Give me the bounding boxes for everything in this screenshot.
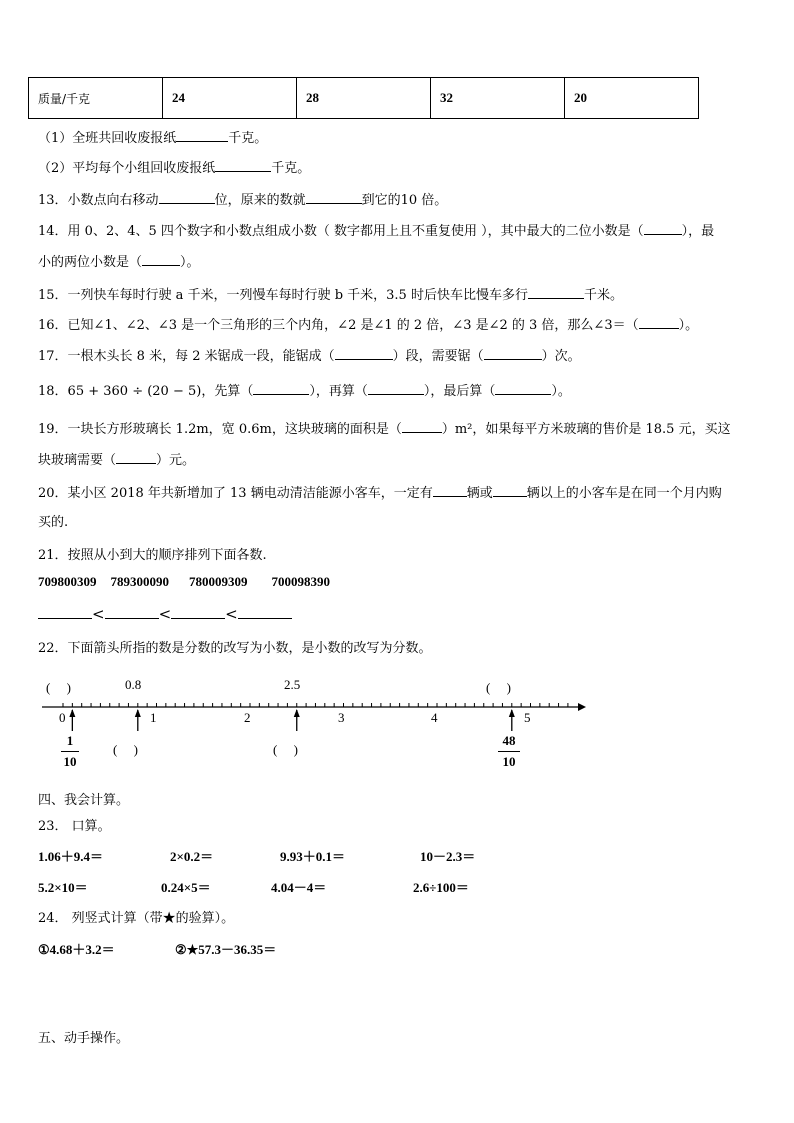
question-number: 18． [38, 384, 68, 399]
calc-item: 2×0.2＝ [170, 849, 214, 864]
math-expression: 65 + 360 ÷ (20 − 5) [67, 384, 202, 399]
fraction-numerator: 48 [502, 733, 516, 748]
question-15 [38, 284, 623, 303]
answer-blank[interactable] [142, 253, 180, 266]
value-label: 0.8 [125, 677, 142, 692]
fraction-bar [61, 751, 79, 752]
question-text: 到它的10 倍。 [361, 193, 448, 208]
question-text: ），再算（ [309, 384, 368, 399]
question-number: 19． [38, 422, 68, 437]
question-text: 用 0、2、4、5 四个数字和小数点组成小数（ 数字都用上且不重复使用 ），其中最大的二位小数是（ [67, 224, 644, 239]
weight-table [28, 77, 699, 119]
fraction-numerator: 1 [66, 733, 74, 748]
section-heading: 五、动手操作。 [38, 1031, 130, 1046]
question-21 [38, 544, 267, 563]
question-14 [38, 220, 714, 239]
fraction-denominator: 10 [63, 754, 77, 769]
q12-sub2 [38, 157, 310, 176]
question-20-line2: 买的. [38, 515, 69, 530]
question-text: ），最后算（ [423, 384, 496, 399]
question-text: ）。 [678, 318, 699, 333]
blank-label[interactable]: ( ) [273, 742, 298, 757]
question-number: 21． [38, 548, 68, 563]
fraction-label [498, 733, 520, 770]
question-text: ，先算（ [201, 384, 254, 399]
axis-arrowhead [578, 703, 586, 711]
table-cell: 28 [297, 78, 431, 119]
number-item: 709800309 [38, 574, 97, 589]
less-than-sign: < [158, 605, 172, 623]
fraction-denominator: 10 [502, 754, 516, 769]
answer-blank[interactable] [528, 286, 584, 299]
answer-blank[interactable] [368, 382, 424, 395]
number-item: 700098390 [271, 574, 330, 589]
calc-item: ②★57.3－36.35＝ [175, 942, 277, 957]
calc-item: 5.2×10＝ [38, 880, 88, 895]
answer-blank[interactable] [433, 484, 467, 497]
answer-blank[interactable] [159, 191, 215, 204]
blank-label[interactable]: ( ) [113, 742, 138, 757]
calc-item: 0.24×5＝ [161, 880, 211, 895]
question-text: 一根木头长 8 米，每 2 米锯成一段，能锯成（ [67, 349, 335, 364]
question-19-line2 [38, 449, 195, 468]
answer-blank[interactable] [171, 606, 225, 619]
less-than-sign: < [225, 605, 238, 623]
question-text: 按照从小到大的顺序排列下面各数. [67, 548, 267, 563]
question-number: 14． [38, 224, 68, 239]
question-text: 下面箭头所指的数是分数的改写为小数，是小数的改写为分数。 [67, 641, 432, 656]
q12-sub1-text: （1）全班共回收废报纸 [38, 131, 177, 146]
question-14-line2 [38, 251, 200, 270]
pointer-arrow [294, 709, 300, 731]
calc-item: 1.06＋9.4＝ [38, 849, 104, 864]
section-heading: 四、我会计算。 [38, 793, 130, 808]
question-22 [38, 637, 432, 656]
question-number: 13． [38, 193, 68, 208]
answer-blank[interactable] [253, 382, 309, 395]
blank-label[interactable]: ( ) [486, 680, 511, 695]
fraction-label [61, 733, 79, 770]
table-cell: 24 [163, 78, 297, 119]
answer-blank[interactable] [493, 484, 527, 497]
question-text: 一列快车每时行驶 a 千米，一列慢车每时行驶 b 千米，3.5 时后快车比慢车多行 [67, 288, 528, 303]
axis-label: 4 [431, 710, 438, 725]
question-18 [38, 380, 571, 399]
question-17 [38, 345, 581, 364]
question-16 [38, 314, 698, 333]
axis-label: 0 [59, 710, 66, 725]
table-header-cell: 质量/千克 [29, 78, 163, 119]
value-label: 2.5 [284, 677, 301, 692]
q12-sub1-unit: 千克。 [228, 131, 268, 146]
axis-label: 5 [524, 710, 531, 725]
question-text: 某小区 2018 年共新增加了 13 辆电动清洁能源小客车，一定有 [67, 486, 433, 501]
number-item: 780009309 [189, 574, 248, 589]
blank-label[interactable]: ( ) [46, 680, 71, 695]
question-text: ）段，需要锯（ [392, 349, 484, 364]
answer-blank[interactable] [639, 316, 679, 329]
question-text: ）m²，如果每平方米玻璃的售价是 18.5 元，买这 [441, 422, 731, 437]
question-text: ）。 [551, 384, 571, 399]
axis-label: 3 [338, 710, 345, 725]
answer-blank[interactable] [335, 347, 393, 360]
answer-blank[interactable] [495, 382, 551, 395]
answer-blank[interactable] [105, 606, 159, 619]
calc-item: 9.93＋0.1＝ [280, 849, 346, 864]
question-number: 17． [38, 349, 68, 364]
question-number: 22． [38, 641, 68, 656]
question-24-title: 24． 列竖式计算（带★的验算）。 [38, 911, 235, 926]
question-text: ）元。 [156, 453, 196, 468]
answer-blank[interactable] [238, 606, 292, 619]
table-cell: 20 [565, 78, 699, 119]
answer-blank[interactable] [38, 606, 92, 619]
q12-sub2-text: （2）平均每个小组回收废报纸 [38, 161, 216, 176]
question-text: 小数点向右移动 [67, 193, 159, 208]
answer-blank[interactable] [116, 451, 156, 464]
less-than-sign: < [92, 605, 105, 623]
axis-label: 1 [150, 710, 157, 725]
question-text: 千米。 [583, 288, 623, 303]
answer-blank[interactable] [484, 347, 542, 360]
q21-ordering [38, 605, 292, 623]
question-number: 16． [38, 318, 68, 333]
question-23-title: 23． 口算。 [38, 819, 111, 834]
question-text: 块玻璃需要（ [38, 453, 117, 468]
table-row [29, 78, 699, 119]
question-text: ）次。 [541, 349, 581, 364]
question-text: 一块长方形玻璃长 1.2m，宽 0.6m，这块玻璃的面积是（ [67, 422, 402, 437]
question-13 [38, 189, 447, 208]
question-text: ）。 [180, 255, 200, 270]
question-number: 20． [38, 486, 68, 501]
fraction-bar [498, 751, 520, 752]
question-text: 辆或 [466, 486, 493, 501]
table-cell: 32 [431, 78, 565, 119]
question-text: 位，原来的数就 [214, 193, 306, 208]
calc-item: 10－2.3＝ [420, 849, 476, 864]
pointer-arrow [135, 709, 141, 731]
answer-blank[interactable] [402, 420, 442, 433]
question-text: 已知∠1、∠2、∠3 是一个三角形的三个内角，∠2 是∠1 的 2 倍，∠3 是∠2 的 3 倍，那么∠3＝（ [67, 318, 639, 333]
q21-numbers [38, 574, 330, 590]
question-20 [38, 482, 722, 501]
question-text: 小的两位小数是（ [38, 255, 143, 270]
axis-label: 2 [244, 710, 251, 725]
answer-blank[interactable] [644, 222, 682, 235]
calc-item: ①4.68＋3.2＝ [38, 942, 115, 957]
number-item: 789300090 [110, 574, 169, 589]
pointer-arrow [69, 709, 75, 731]
answer-blank[interactable] [306, 191, 362, 204]
answer-blank[interactable] [215, 159, 271, 172]
q12-sub2-unit: 千克。 [271, 161, 311, 176]
question-number: 15． [38, 288, 68, 303]
pointer-arrow [509, 709, 515, 731]
question-text: ），最 [681, 224, 715, 239]
calc-item: 2.6÷100＝ [413, 880, 469, 895]
question-text: 辆以上的小客车是在同一个月内购 [526, 486, 722, 501]
question-19 [38, 418, 731, 437]
calc-item: 4.04－4＝ [271, 880, 327, 895]
answer-blank[interactable] [176, 129, 228, 142]
q12-sub1 [38, 127, 267, 146]
